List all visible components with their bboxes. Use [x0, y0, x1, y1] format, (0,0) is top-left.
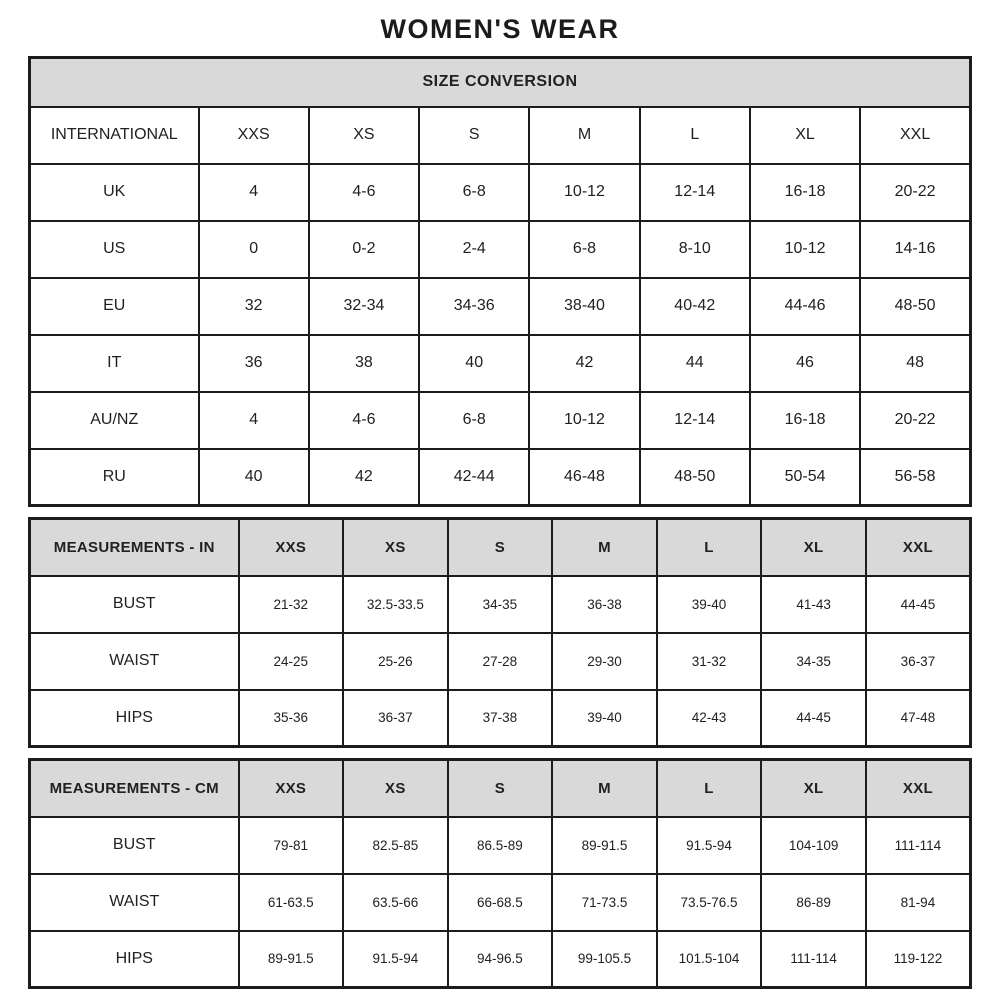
value-cell: 38 [309, 335, 419, 392]
value-cell: 12-14 [640, 164, 750, 221]
value-cell: 8-10 [640, 221, 750, 278]
row-label: HIPS [30, 931, 239, 988]
row-label: US [30, 221, 199, 278]
column-header: XS [309, 107, 419, 164]
column-header: XXS [239, 519, 344, 576]
value-cell: 94-96.5 [448, 931, 553, 988]
table-body [30, 164, 971, 506]
column-header: XL [761, 760, 866, 817]
table-title: MEASUREMENTS - CM [30, 760, 239, 817]
row-label: WAIST [30, 874, 239, 931]
value-cell: 4-6 [309, 392, 419, 449]
column-header: XL [761, 519, 866, 576]
column-header: L [657, 760, 762, 817]
value-cell: 36-37 [343, 690, 448, 747]
row-label: IT [30, 335, 199, 392]
value-cell: 34-35 [761, 633, 866, 690]
table-row [30, 931, 971, 988]
table-row [30, 335, 971, 392]
value-cell: 111-114 [866, 817, 971, 874]
value-cell: 0-2 [309, 221, 419, 278]
value-cell: 34-36 [419, 278, 529, 335]
column-header: L [657, 519, 762, 576]
measurements-cm-table [28, 758, 972, 989]
value-cell: 24-25 [239, 633, 344, 690]
value-cell: 44-45 [866, 576, 971, 633]
value-cell: 101.5-104 [657, 931, 762, 988]
table-header [30, 519, 971, 576]
value-cell: 82.5-85 [343, 817, 448, 874]
row-label: AU/NZ [30, 392, 199, 449]
value-cell: 0 [199, 221, 309, 278]
value-cell: 40 [199, 449, 309, 506]
value-cell: 44 [640, 335, 750, 392]
row-label: RU [30, 449, 199, 506]
column-header: INTERNATIONAL [30, 107, 199, 164]
value-cell: 34-35 [448, 576, 553, 633]
table-row [30, 278, 971, 335]
value-cell: 25-26 [343, 633, 448, 690]
value-cell: 79-81 [239, 817, 344, 874]
page-title: WOMEN'S WEAR [380, 14, 620, 44]
table-header [30, 760, 971, 817]
value-cell: 2-4 [419, 221, 529, 278]
column-header-row [30, 107, 971, 164]
table-body [30, 576, 971, 747]
value-cell: 36 [199, 335, 309, 392]
value-cell: 104-109 [761, 817, 866, 874]
value-cell: 6-8 [419, 164, 529, 221]
value-cell: 40-42 [640, 278, 750, 335]
value-cell: 56-58 [860, 449, 970, 506]
value-cell: 44-46 [750, 278, 860, 335]
value-cell: 42 [309, 449, 419, 506]
value-cell: 36-38 [552, 576, 657, 633]
column-header: XXL [866, 519, 971, 576]
value-cell: 99-105.5 [552, 931, 657, 988]
value-cell: 12-14 [640, 392, 750, 449]
row-label: BUST [30, 817, 239, 874]
value-cell: 46 [750, 335, 860, 392]
value-cell: 44-45 [761, 690, 866, 747]
value-cell: 6-8 [419, 392, 529, 449]
table-row [30, 392, 971, 449]
value-cell: 31-32 [657, 633, 762, 690]
value-cell: 50-54 [750, 449, 860, 506]
table-row [30, 164, 971, 221]
table-row [30, 633, 971, 690]
column-header: L [640, 107, 750, 164]
row-label: HIPS [30, 690, 239, 747]
table-title: SIZE CONVERSION [30, 58, 971, 107]
value-cell: 6-8 [529, 221, 639, 278]
value-cell: 38-40 [529, 278, 639, 335]
column-header: XS [343, 519, 448, 576]
table-row [30, 449, 971, 506]
measurements-in-table [28, 517, 972, 748]
value-cell: 16-18 [750, 164, 860, 221]
value-cell: 4-6 [309, 164, 419, 221]
table-row [30, 874, 971, 931]
value-cell: 48 [860, 335, 970, 392]
value-cell: 20-22 [860, 164, 970, 221]
table-header [30, 58, 971, 164]
value-cell: 37-38 [448, 690, 553, 747]
value-cell: 4 [199, 164, 309, 221]
table-row [30, 690, 971, 747]
value-cell: 86-89 [761, 874, 866, 931]
value-cell: 86.5-89 [448, 817, 553, 874]
row-label: WAIST [30, 633, 239, 690]
column-header: XXL [860, 107, 970, 164]
table-title-row [30, 519, 971, 576]
value-cell: 42 [529, 335, 639, 392]
value-cell: 41-43 [761, 576, 866, 633]
column-header: XXS [199, 107, 309, 164]
value-cell: 20-22 [860, 392, 970, 449]
value-cell: 36-37 [866, 633, 971, 690]
value-cell: 40 [419, 335, 529, 392]
value-cell: 35-36 [239, 690, 344, 747]
column-header: M [552, 760, 657, 817]
table-row [30, 817, 971, 874]
value-cell: 47-48 [866, 690, 971, 747]
table-row [30, 221, 971, 278]
value-cell: 63.5-66 [343, 874, 448, 931]
value-cell: 10-12 [750, 221, 860, 278]
value-cell: 89-91.5 [552, 817, 657, 874]
value-cell: 48-50 [640, 449, 750, 506]
column-header: M [529, 107, 639, 164]
table-body [30, 817, 971, 988]
value-cell: 91.5-94 [343, 931, 448, 988]
value-cell: 89-91.5 [239, 931, 344, 988]
value-cell: 46-48 [529, 449, 639, 506]
value-cell: 48-50 [860, 278, 970, 335]
column-header: XS [343, 760, 448, 817]
value-cell: 91.5-94 [657, 817, 762, 874]
value-cell: 32 [199, 278, 309, 335]
value-cell: 66-68.5 [448, 874, 553, 931]
row-label: EU [30, 278, 199, 335]
column-header: XL [750, 107, 860, 164]
value-cell: 81-94 [866, 874, 971, 931]
row-label: BUST [30, 576, 239, 633]
column-header: S [419, 107, 529, 164]
size-conversion-table [28, 56, 972, 507]
value-cell: 111-114 [761, 931, 866, 988]
table-title-row [30, 760, 971, 817]
table-title: MEASUREMENTS - IN [30, 519, 239, 576]
value-cell: 71-73.5 [552, 874, 657, 931]
table-row [30, 576, 971, 633]
row-label: UK [30, 164, 199, 221]
value-cell: 16-18 [750, 392, 860, 449]
value-cell: 14-16 [860, 221, 970, 278]
value-cell: 61-63.5 [239, 874, 344, 931]
value-cell: 4 [199, 392, 309, 449]
value-cell: 119-122 [866, 931, 971, 988]
value-cell: 10-12 [529, 392, 639, 449]
column-header: XXS [239, 760, 344, 817]
value-cell: 42-44 [419, 449, 529, 506]
column-header: M [552, 519, 657, 576]
table-title-row [30, 58, 971, 107]
value-cell: 73.5-76.5 [657, 874, 762, 931]
value-cell: 39-40 [552, 690, 657, 747]
value-cell: 42-43 [657, 690, 762, 747]
value-cell: 21-32 [239, 576, 344, 633]
value-cell: 39-40 [657, 576, 762, 633]
value-cell: 32.5-33.5 [343, 576, 448, 633]
value-cell: 32-34 [309, 278, 419, 335]
value-cell: 29-30 [552, 633, 657, 690]
column-header: S [448, 760, 553, 817]
column-header: S [448, 519, 553, 576]
column-header: XXL [866, 760, 971, 817]
value-cell: 10-12 [529, 164, 639, 221]
value-cell: 27-28 [448, 633, 553, 690]
